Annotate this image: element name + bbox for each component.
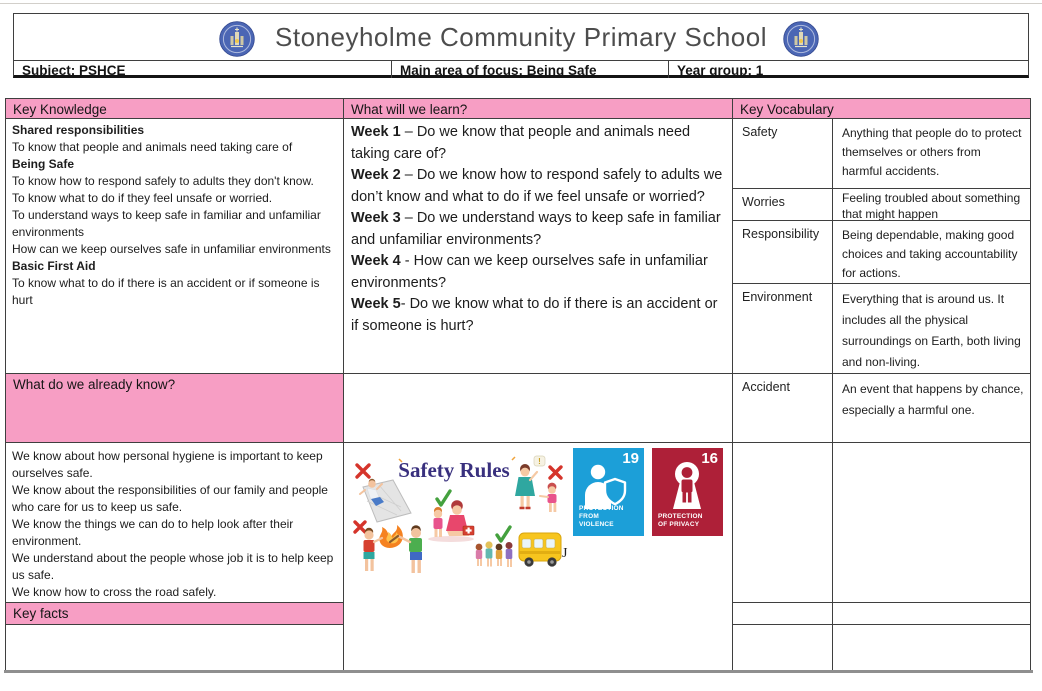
bus-queue-scene xyxy=(476,533,561,567)
learning-weeks-content xyxy=(343,118,733,374)
already-know-line: We know the things we can do to help look after their environment. xyxy=(12,517,294,548)
week-label: Week 5 xyxy=(351,296,401,312)
already-know-line: We know about the responsibilities of our family and people who care for us to keep us safe. xyxy=(12,483,328,514)
svg-text:!: ! xyxy=(538,457,541,466)
page-title: Stoneyholme Community Primary School xyxy=(275,22,767,52)
already-know-line: We know about how personal hygiene is important to keep ourselves safe. xyxy=(12,449,323,480)
subject-label: Subject: PSHCE xyxy=(22,63,126,78)
learning-empty-cell xyxy=(343,373,733,443)
already-know-header: What do we already know? xyxy=(5,373,344,443)
week-text: - How can we keep ourselves safe in unfamiliar environments? xyxy=(351,253,708,291)
vocab-definition: Anything that people do to protect themselves or others from harmful accidents. xyxy=(832,118,1031,189)
week-entry xyxy=(351,122,726,165)
key-facts-header: Key facts xyxy=(5,602,344,625)
knowledge-line: To know that people and animals need taking care of xyxy=(12,140,293,154)
knowledge-line: How can we keep ourselves safe in unfamiliar environments xyxy=(12,242,331,256)
badge-label-line: PROTECTION xyxy=(658,513,703,520)
knowledge-line: Being Safe xyxy=(12,157,75,171)
week-entry xyxy=(351,251,726,294)
illustration-title: Safety Rules xyxy=(398,458,510,482)
badge-label-line: OF PRIVACY xyxy=(658,521,700,528)
week-entry xyxy=(351,294,726,337)
vocab-definition: Everything that is around us. It includes all the physical surroundings on Earth, both living and non-living. xyxy=(832,283,1031,374)
vocab-empty-cell xyxy=(732,624,833,671)
knowledge-line: To know what to do if they feel unsafe or worried. xyxy=(12,191,273,205)
knowledge-line: Basic First Aid xyxy=(12,259,96,273)
vocab-empty-cell xyxy=(732,602,833,625)
badge-number: 19 xyxy=(622,450,639,467)
vocab-empty-cell xyxy=(732,442,833,603)
week-text: – Do we know how to respond safely to adults we don’t know and what to do if we feel unsafe or worried? xyxy=(351,167,723,205)
badge-number: 16 xyxy=(701,450,718,467)
week-entry xyxy=(351,208,726,251)
already-know-content xyxy=(5,442,344,603)
header-meta-row xyxy=(14,60,1028,78)
badge-label xyxy=(658,513,703,529)
vocab-empty-cell xyxy=(832,602,1031,625)
vocab-definition: An event that happens by chance, especially a harmful one. xyxy=(832,373,1031,443)
vocab-definition: Being dependable, making good choices and taking accountability for actions. xyxy=(832,220,1031,284)
week-text: – Do we understand ways to keep safe in familiar and unfamiliar environments? xyxy=(351,210,721,248)
year-group-label: Year group: 1 xyxy=(668,61,1028,78)
badge-label-line: PROTECTION FROM xyxy=(579,505,624,520)
week-text: – Do we know that people and animals need taking care of? xyxy=(351,124,691,162)
week-text: - Do we know what to do if there is an accident or if someone is hurt? xyxy=(351,296,718,334)
vocab-term: Worries xyxy=(732,188,833,221)
focus-label: Main area of focus: Being Safe xyxy=(391,61,668,78)
vocabulary-header: Key Vocabulary xyxy=(732,98,1031,119)
first-aid-scene xyxy=(428,500,474,542)
already-know-line: We know how to cross the road safely. xyxy=(12,585,217,599)
key-knowledge-header: Key Knowledge xyxy=(5,98,344,119)
week-entry xyxy=(351,165,726,208)
vocab-empty-cell xyxy=(832,442,1031,603)
table-bottom-border xyxy=(4,670,1033,673)
key-knowledge-content xyxy=(5,118,344,374)
falling-kid-scene xyxy=(360,479,411,522)
vocab-term: Responsibility xyxy=(732,220,833,284)
knowledge-line: To know what to do if there is an accident or if someone is hurt xyxy=(12,276,320,307)
header-title-row xyxy=(14,14,1028,60)
vocab-empty-cell xyxy=(832,624,1031,671)
knowledge-line: To understand ways to keep safe in familiar and unfamiliar environments xyxy=(12,208,321,239)
protection-of-privacy-badge xyxy=(652,448,723,536)
week-label: Week 4 xyxy=(351,253,401,269)
illustration-cell xyxy=(343,442,733,671)
keyhole-child-icon xyxy=(666,461,708,513)
fire-scene xyxy=(364,525,423,573)
stray-cursor-mark: J xyxy=(562,546,568,561)
vocab-term: Safety xyxy=(732,118,833,189)
badge-label xyxy=(579,505,644,529)
safety-rules-illustration xyxy=(347,449,573,579)
week-label: Week 1 xyxy=(351,124,401,140)
header-table xyxy=(13,13,1029,78)
key-facts-empty-cell xyxy=(5,624,344,671)
protection-from-violence-badge xyxy=(573,448,644,536)
badge-label-line: VIOLENCE xyxy=(579,521,614,528)
vocab-term: Accident xyxy=(732,373,833,443)
school-crest-icon xyxy=(783,21,819,57)
learning-header: What will we learn? xyxy=(343,98,733,119)
knowledge-line: To know how to respond safely to adults they don't know. xyxy=(12,174,314,188)
knowledge-line: Shared responsibilities xyxy=(12,123,145,137)
vocab-definition: Feeling troubled about something that might happen xyxy=(832,188,1031,221)
week-label: Week 2 xyxy=(351,167,401,183)
week-label: Week 3 xyxy=(351,210,401,226)
already-know-line: We understand about the people whose job it is to help keep us safe. xyxy=(12,551,334,582)
page-top-rule xyxy=(0,3,1042,4)
stranger-warning-scene xyxy=(515,456,557,512)
vocab-term: Environment xyxy=(732,283,833,374)
person-shield-icon xyxy=(581,463,629,509)
